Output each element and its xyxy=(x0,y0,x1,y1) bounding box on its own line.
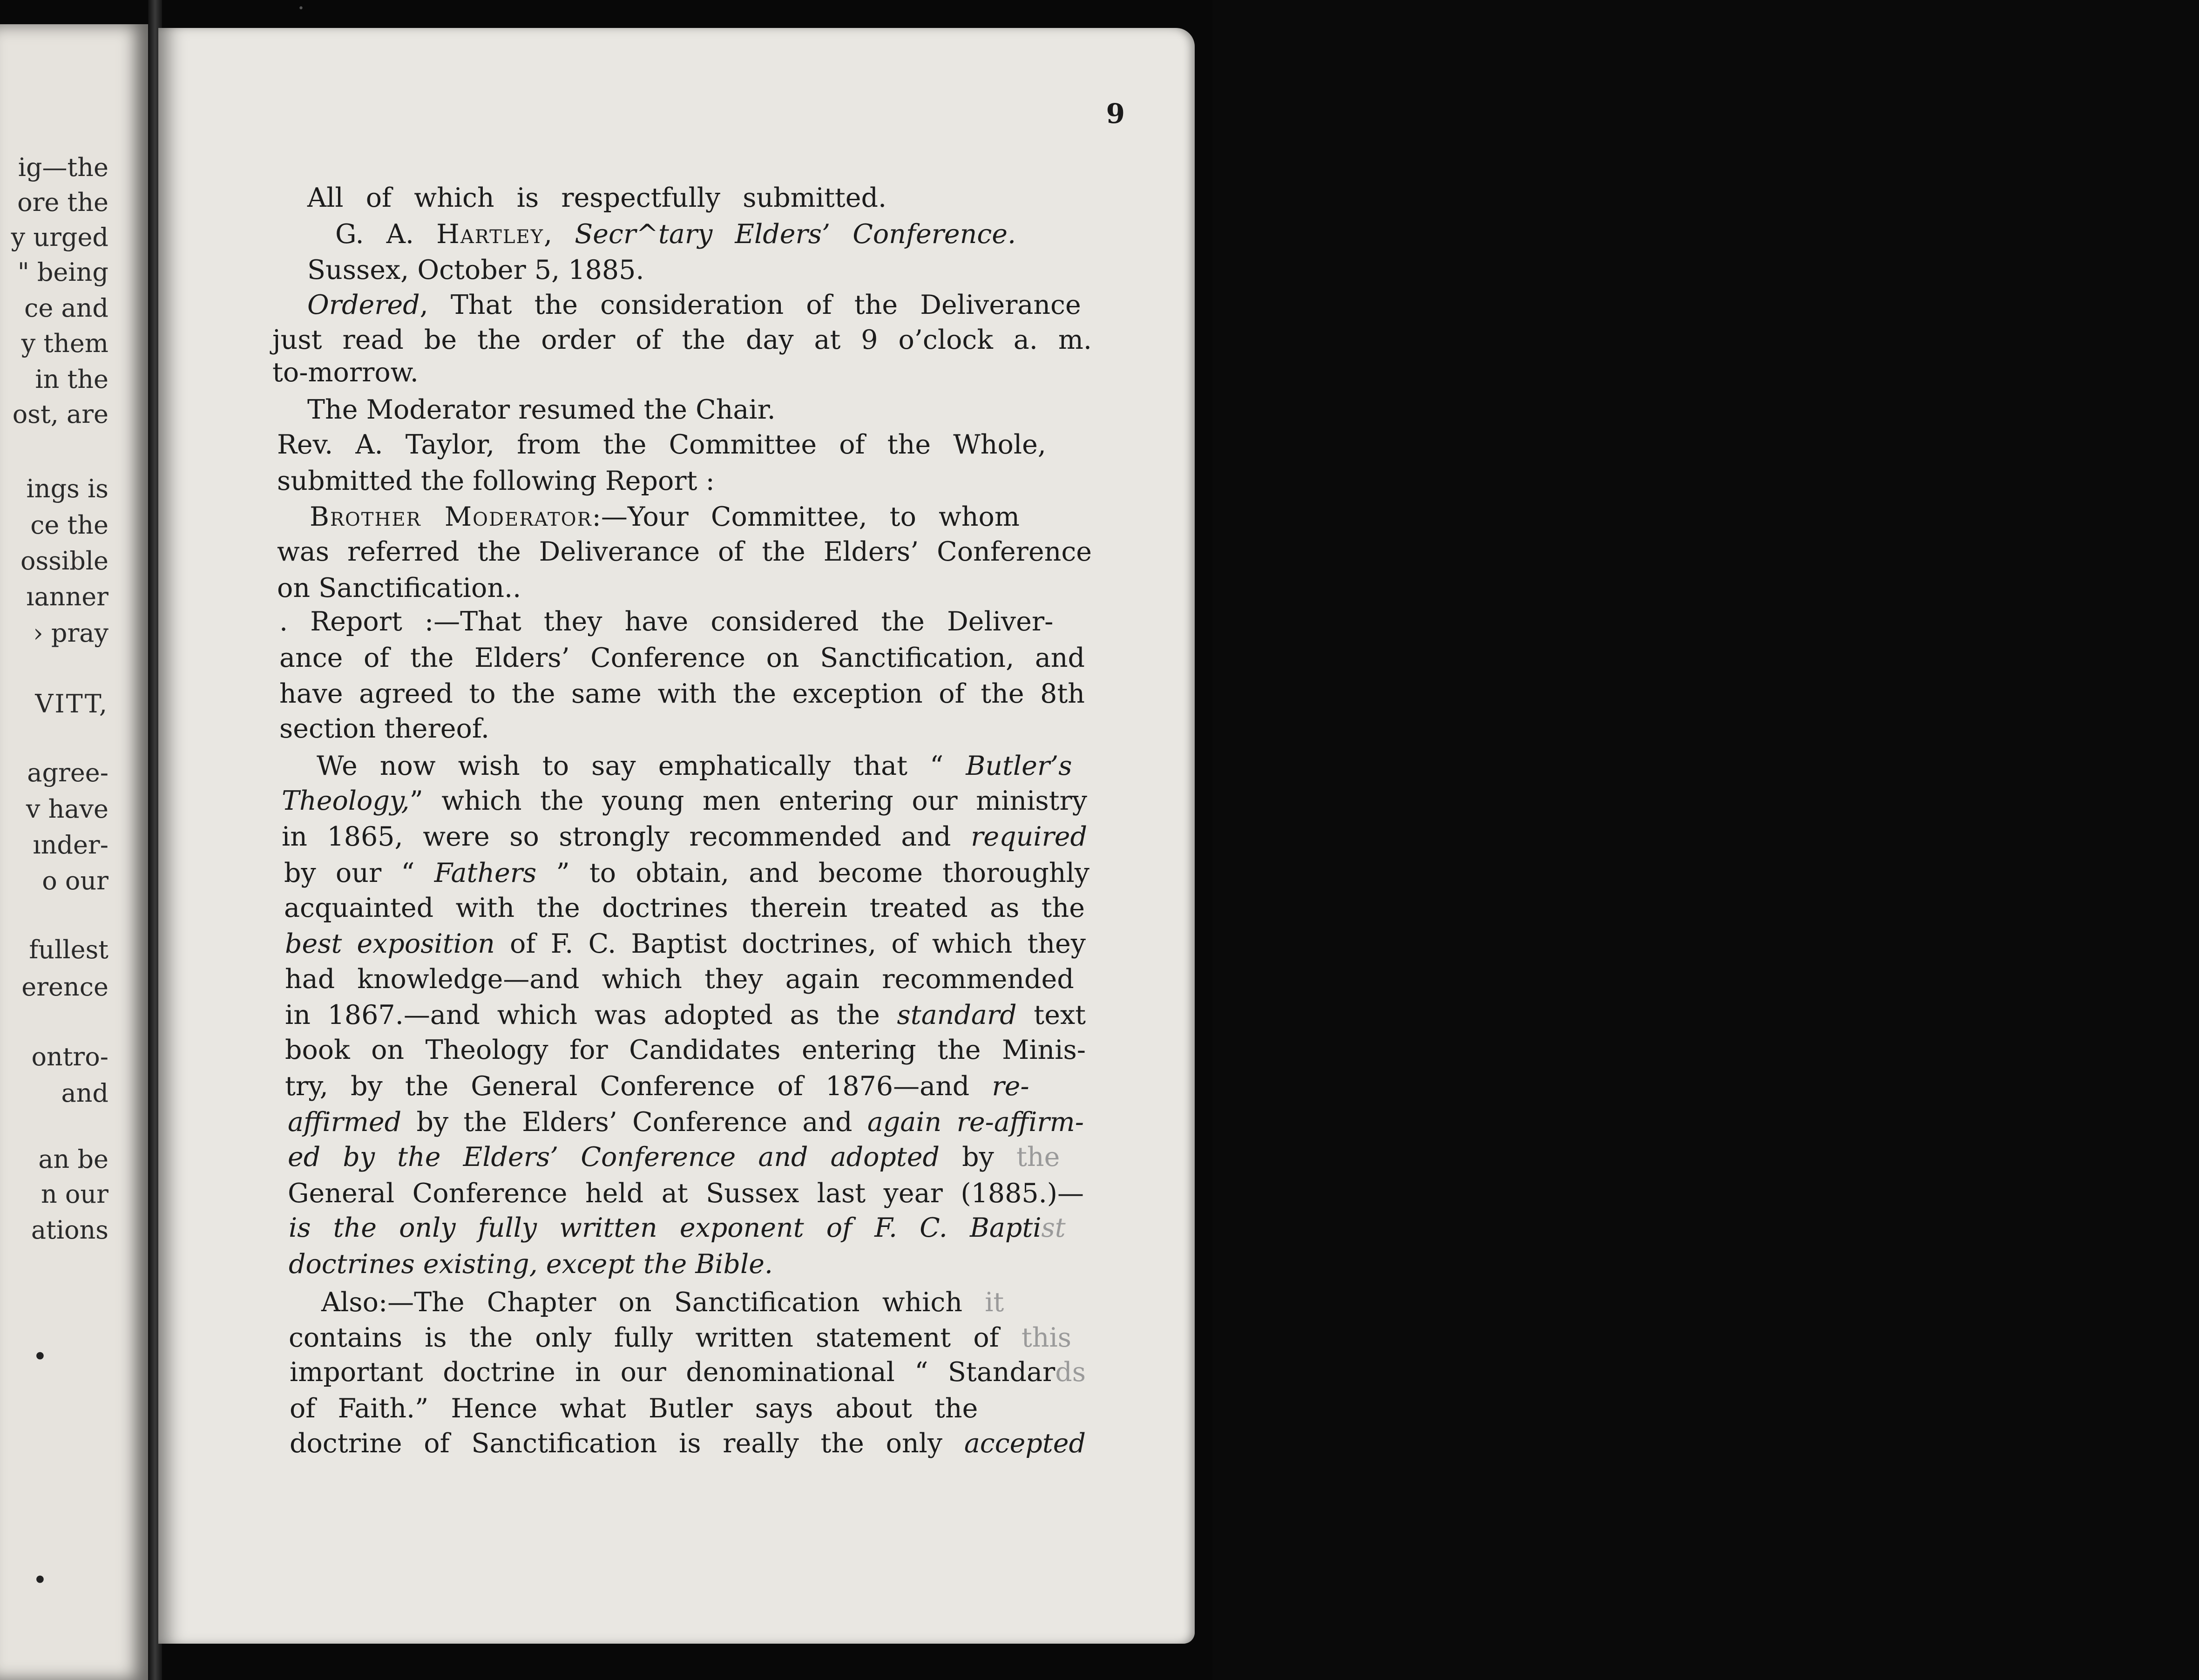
text-line xyxy=(310,501,1020,533)
text-run: required xyxy=(971,821,1087,852)
text-line xyxy=(277,535,1092,568)
text-line xyxy=(288,1106,1084,1138)
text-line xyxy=(289,1212,1066,1244)
left-page-line: an be xyxy=(38,1145,108,1174)
text-line xyxy=(285,963,1074,996)
text-line xyxy=(282,820,1087,853)
text-run: was referred the Deliverance of the Elders’ Conference xyxy=(277,536,1092,567)
left-page-line: ations xyxy=(31,1215,108,1245)
text-run: ed by the Elders’ Conference and adopted xyxy=(288,1142,940,1172)
text-line xyxy=(285,1034,1086,1066)
text-run: section thereof. xyxy=(279,713,490,744)
text-run: doctrines existing, except the Bible. xyxy=(289,1249,773,1280)
left-page-line: ınder- xyxy=(33,830,108,860)
left-page-line: ost, are xyxy=(12,400,108,429)
text-line xyxy=(321,1286,1004,1319)
text-line xyxy=(277,465,715,497)
text-run: , xyxy=(544,219,575,250)
text-line xyxy=(285,1070,1029,1103)
left-page-line: agree- xyxy=(27,758,108,787)
text-run: Secr^tary Elders’ Conference. xyxy=(575,219,1016,250)
text-run: ance of the Elders’ Conference on Sanctification, and xyxy=(279,643,1085,673)
right-page xyxy=(158,28,1195,1644)
left-page-line: VITT, xyxy=(35,689,108,718)
text-line xyxy=(279,677,1085,710)
left-page-line: v have xyxy=(26,794,108,824)
text-line xyxy=(288,1141,1060,1173)
text-run: had knowledge—and which they again recommended xyxy=(285,964,1074,995)
text-run: General Conference held at Sussex last year (1885.)— xyxy=(288,1178,1084,1209)
text-run: to-morrow. xyxy=(272,357,419,388)
text-run: on Sanctification.. xyxy=(277,573,521,603)
text-line xyxy=(284,857,1089,889)
text-run: Fathers xyxy=(434,858,537,888)
text-line xyxy=(307,393,776,426)
text-run: important doctrine in our denominational “ Standar xyxy=(290,1357,1056,1388)
text-run: again re-affirm- xyxy=(867,1107,1084,1138)
left-page-dot: • xyxy=(33,1342,47,1371)
text-line xyxy=(335,218,1016,251)
left-page-fragment xyxy=(0,24,148,1680)
text-run: ” which the young men entering our ministry xyxy=(409,786,1087,816)
left-page-line: ossible xyxy=(20,546,108,576)
text-run: re- xyxy=(992,1071,1029,1102)
text-run: ds xyxy=(1055,1357,1086,1388)
text-run: standard xyxy=(897,1000,1017,1030)
text-line xyxy=(277,572,521,604)
text-run: by the Elders’ Conference and xyxy=(401,1107,867,1138)
text-run: by our “ xyxy=(284,858,434,888)
text-run: Hartley xyxy=(436,219,544,250)
text-run: is the only fully written exponent of F. C. Bapti xyxy=(289,1213,1042,1243)
text-line xyxy=(284,892,1085,924)
text-line xyxy=(279,605,1053,638)
text-line xyxy=(288,1177,1084,1210)
text-run: best exposition xyxy=(285,928,495,959)
text-run: text xyxy=(1016,1000,1086,1030)
text-run: G. A. xyxy=(335,219,437,250)
left-page-line: in the xyxy=(35,365,108,394)
scan-edge-marks: • xyxy=(298,3,2199,14)
text-line xyxy=(272,356,419,389)
text-line xyxy=(289,1321,1071,1354)
left-page-line: ce the xyxy=(30,510,108,540)
text-run: Ordered xyxy=(307,290,420,320)
text-run: just read be the order of the day at 9 o’clock a. m. xyxy=(272,325,1092,355)
left-page-line: o our xyxy=(42,866,108,895)
text-run: in 1865, were so strongly recommended and xyxy=(282,821,971,852)
text-run: the xyxy=(1016,1142,1060,1172)
text-line xyxy=(289,1248,773,1280)
text-run: by xyxy=(940,1142,1016,1172)
text-run: Sussex, October 5, 1885. xyxy=(307,255,644,285)
text-run: affirmed xyxy=(288,1107,402,1138)
text-line xyxy=(285,999,1086,1031)
text-line xyxy=(290,1392,978,1425)
text-run: contains is the only fully written statement of xyxy=(289,1322,1022,1353)
text-run: . Report :—That they have considered the Deliver- xyxy=(279,606,1054,637)
text-run: submitted the following Report : xyxy=(277,466,715,496)
text-line xyxy=(282,785,1087,817)
text-run: All of which is respectfully submitted. xyxy=(307,183,887,213)
text-run: Brother Moderator xyxy=(310,501,592,532)
text-run: have agreed to the same with the exception of the 8th xyxy=(279,678,1085,709)
left-page-line: ings is xyxy=(26,474,108,503)
text-run: Butler’s xyxy=(966,751,1072,781)
text-line xyxy=(307,182,886,214)
text-run: Also:—The Chapter on Sanctification which xyxy=(321,1287,985,1318)
left-page-line: › pray xyxy=(33,618,108,648)
left-page-line: ontro- xyxy=(31,1042,108,1071)
text-run: of F. C. Baptist doctrines, of which they xyxy=(494,928,1086,959)
text-run: try, by the General Conference of 1876—and xyxy=(285,1071,992,1102)
text-run: :—Your Committee, to whom xyxy=(592,501,1020,532)
left-page-line: y urged xyxy=(11,223,108,252)
text-run: ” to obtain, and become thoroughly xyxy=(536,858,1090,888)
text-run: Theology, xyxy=(282,786,410,816)
left-page-line: ig—the xyxy=(18,153,108,182)
left-page-line: " being xyxy=(17,257,108,287)
text-run: accepted xyxy=(964,1428,1086,1459)
text-line xyxy=(290,1427,1086,1460)
text-line xyxy=(279,642,1085,674)
left-page-line: ce and xyxy=(24,293,108,323)
text-line xyxy=(285,928,1086,960)
text-run: doctrine of Sanctification is really the only xyxy=(290,1428,964,1459)
text-run: book on Theology for Candidates entering the Minis- xyxy=(285,1035,1086,1065)
text-line xyxy=(272,324,1092,356)
text-run: We now wish to say emphatically that “ xyxy=(317,751,966,781)
text-line xyxy=(307,289,1081,321)
left-page-line: y them xyxy=(21,329,108,358)
text-line xyxy=(277,428,1046,461)
text-line xyxy=(279,712,489,745)
left-page-line: n our xyxy=(41,1179,108,1209)
text-run: The Moderator resumed the Chair. xyxy=(307,394,776,425)
text-run: st xyxy=(1041,1213,1066,1243)
left-page-line: ıanner xyxy=(26,582,108,611)
left-page-dot: • xyxy=(33,1565,47,1595)
text-run: acquainted with the doctrines therein treated as the xyxy=(284,893,1085,923)
left-page-line: erence xyxy=(21,972,108,1002)
text-run: of Faith.” Hence what Butler says about the xyxy=(290,1393,978,1424)
text-line xyxy=(290,1356,1086,1389)
text-line xyxy=(317,750,1072,782)
left-page-line: fullest xyxy=(29,935,108,964)
text-run: Rev. A. Taylor, from the Committee of the Whole, xyxy=(277,429,1046,460)
left-page-line: ore the xyxy=(17,188,108,217)
text-run: in 1867.—and which was adopted as the xyxy=(285,1000,897,1030)
text-run: , That the consideration of the Deliverance xyxy=(420,290,1081,320)
left-page-line: and xyxy=(61,1078,108,1108)
text-run: this xyxy=(1021,1322,1071,1353)
page-number: 9 xyxy=(1106,98,1125,129)
text-run: it xyxy=(985,1287,1004,1318)
text-line xyxy=(307,254,644,286)
